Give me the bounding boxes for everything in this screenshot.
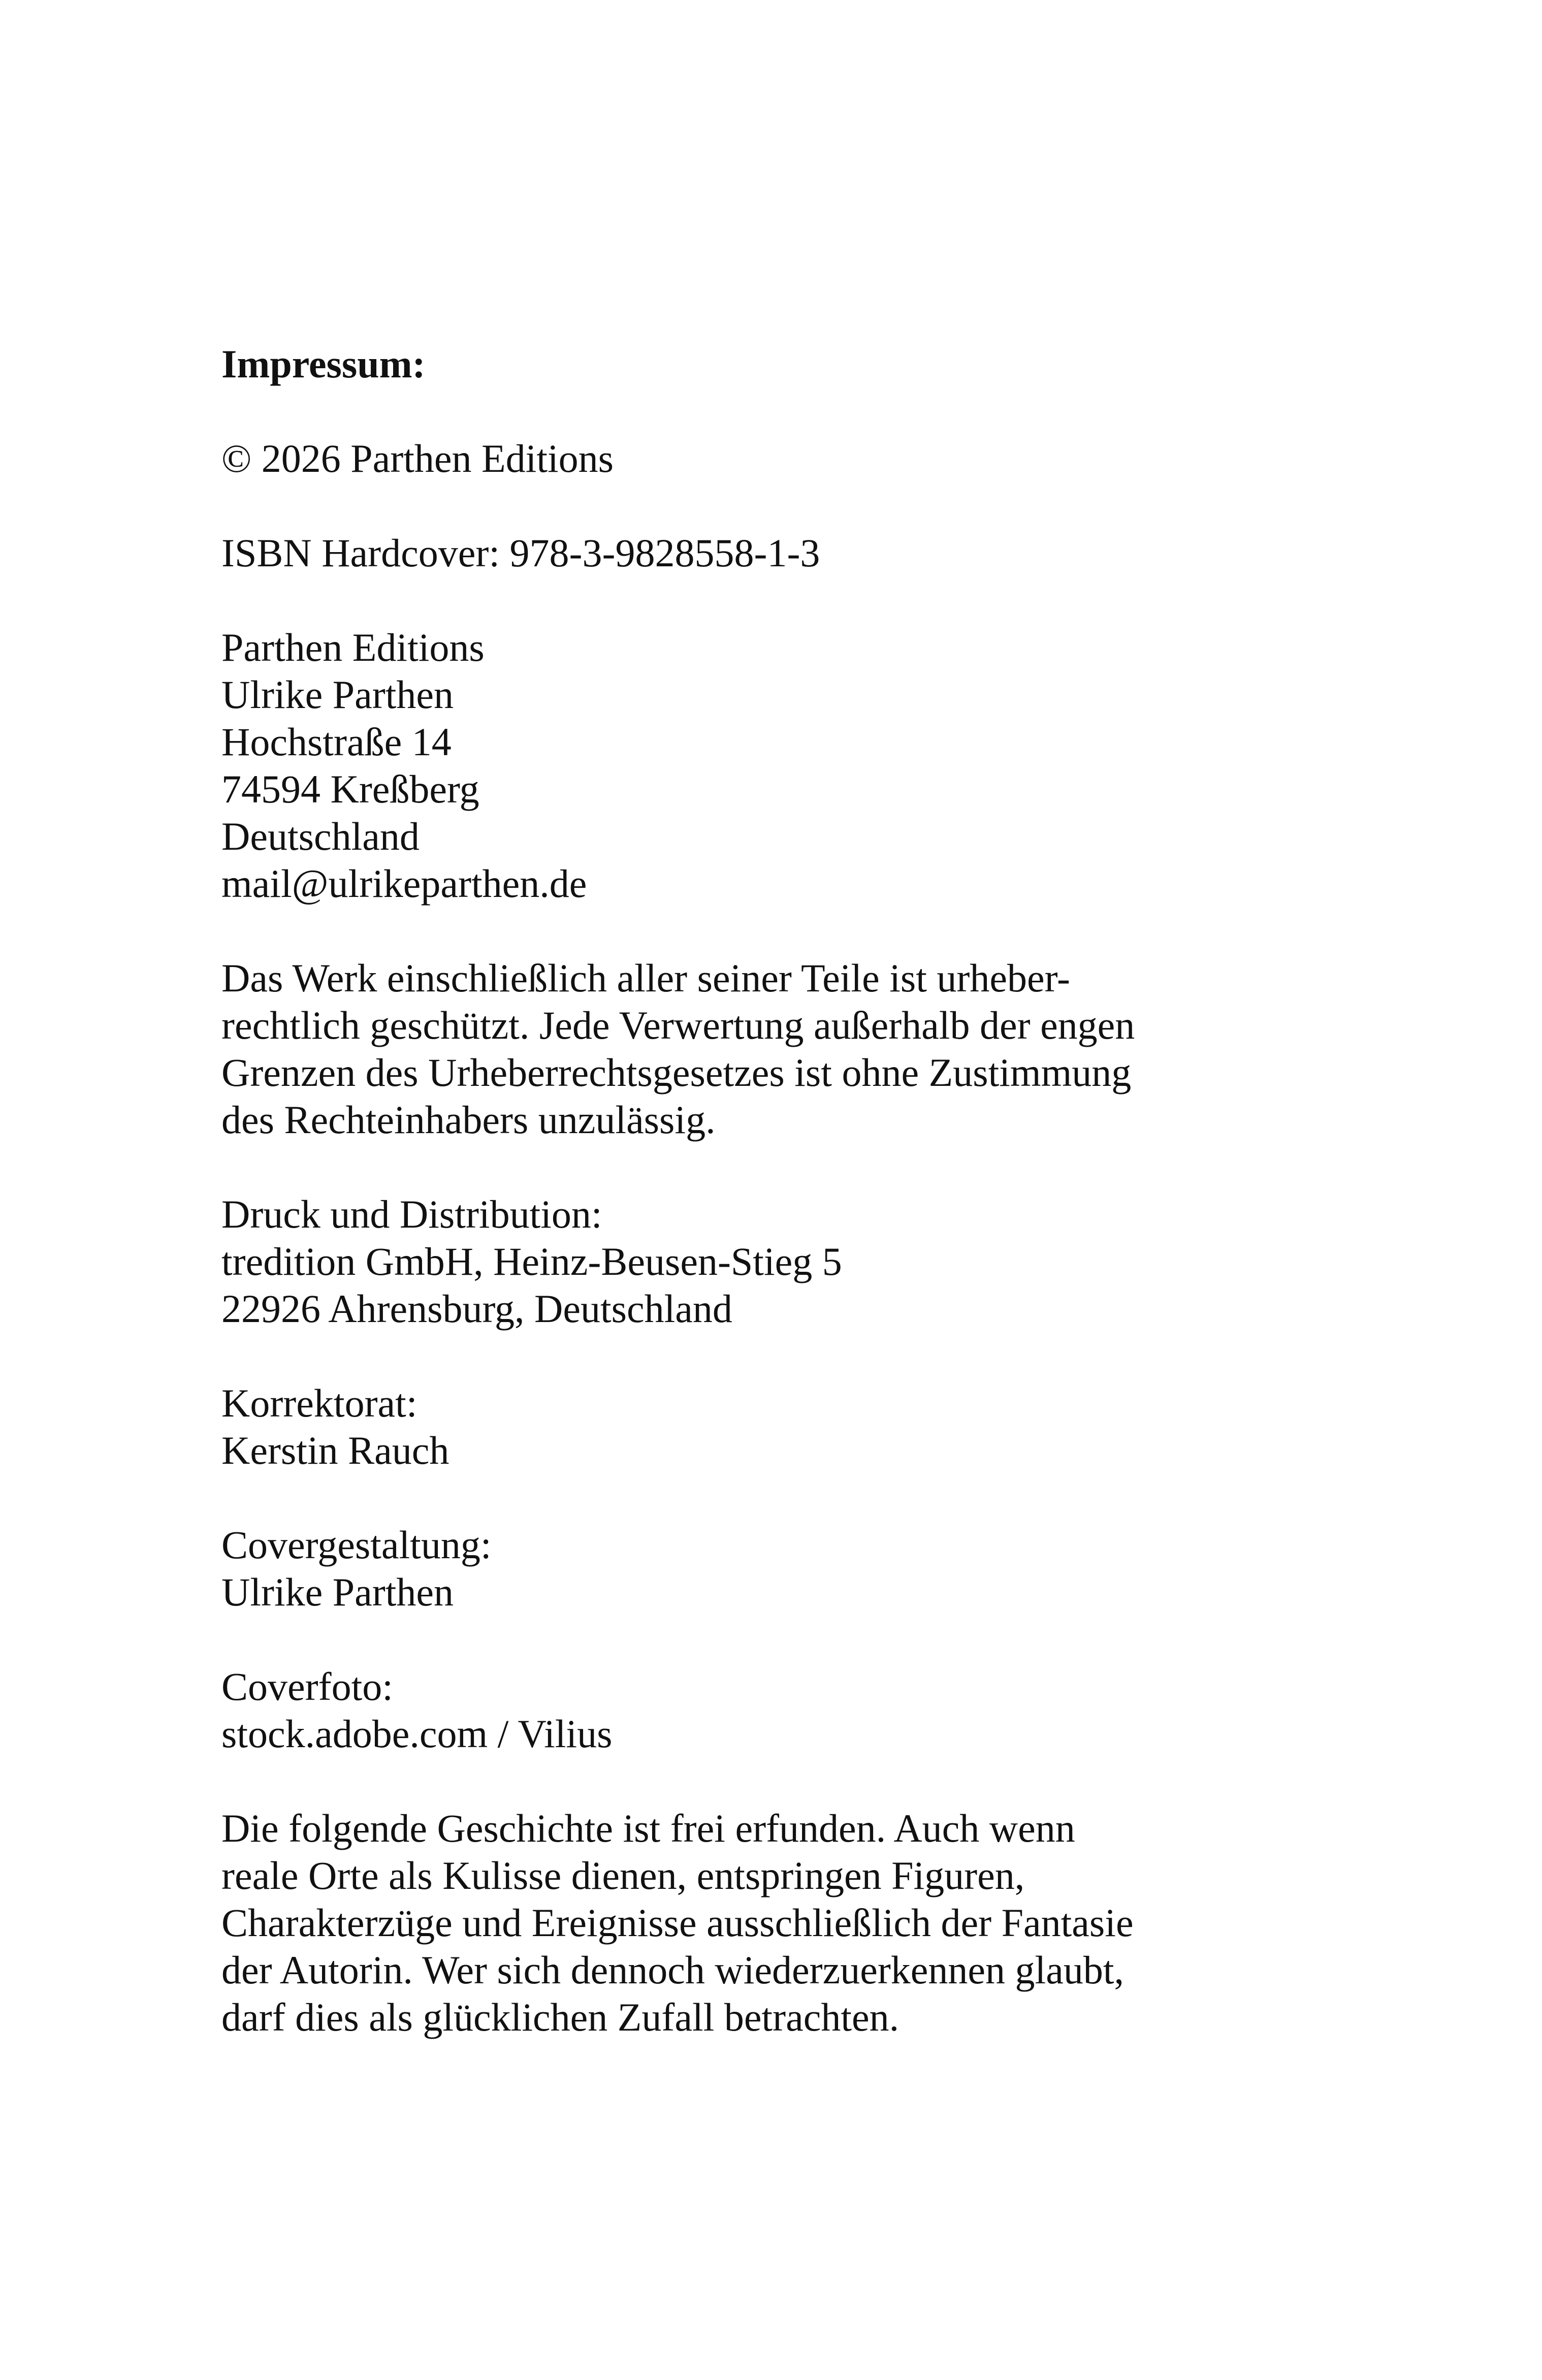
disclaimer-line: Charakterzüge und Ereignisse ausschließlich der Fantasie [221, 1901, 1134, 1945]
publisher-country: Deutschland [221, 814, 420, 858]
isbn-line: ISBN Hardcover: 978-3-9828558-1-3 [221, 531, 820, 575]
distribution-line: tredition GmbH, Heinz-Beusen-Stieg 5 [221, 1239, 842, 1283]
rights-line: des Rechteinhabers unzulässig. [221, 1098, 716, 1142]
distribution-label: Druck und Distribution: [221, 1192, 602, 1236]
disclaimer-line: der Autorin. Wer sich dennoch wiederzuerkennen glaubt, [221, 1948, 1125, 1992]
fiction-disclaimer [221, 1805, 1227, 2041]
cover-photo-section [221, 1663, 1227, 1757]
proofreading-section [221, 1379, 1227, 1474]
publisher-city: 74594 Kreßberg [221, 767, 479, 811]
publisher-street: Hochstraße 14 [221, 720, 452, 764]
cover-photo-value: stock.adobe.com / Vilius [221, 1712, 613, 1756]
copyright-line: © 2026 Parthen Editions [221, 436, 614, 480]
imprint-content [221, 340, 1227, 2088]
cover-design-value: Ulrike Parthen [221, 1570, 454, 1614]
proofreading-value: Kerstin Rauch [221, 1428, 449, 1472]
publisher-email: mail@ulrikeparthen.de [221, 861, 587, 906]
disclaimer-line: Die folgende Geschichte ist frei erfunden. Auch wenn [221, 1806, 1075, 1850]
publisher-name: Parthen Editions [221, 625, 485, 669]
publisher-address [221, 624, 1227, 907]
proofreading-label: Korrektorat: [221, 1381, 417, 1425]
imprint-heading: Impressum: [221, 342, 426, 386]
cover-photo-label: Coverfoto: [221, 1664, 393, 1709]
rights-line: Das Werk einschließlich aller seiner Teile ist urheber- [221, 956, 1071, 1000]
publisher-person: Ulrike Parthen [221, 672, 454, 717]
distribution-section [221, 1191, 1227, 1332]
disclaimer-line: reale Orte als Kulisse dienen, entspringen Figuren, [221, 1853, 1025, 1897]
rights-notice [221, 954, 1227, 1143]
cover-design-section [221, 1521, 1227, 1616]
disclaimer-line: darf dies als glücklichen Zufall betrachten. [221, 1995, 899, 2039]
cover-design-label: Covergestaltung: [221, 1523, 492, 1567]
distribution-line: 22926 Ahrensburg, Deutschland [221, 1287, 732, 1331]
rights-line: rechtlich geschützt. Jede Verwertung außerhalb der engen [221, 1003, 1135, 1047]
rights-line: Grenzen des Urheberrechtsgesetzes ist ohne Zustimmung [221, 1050, 1132, 1095]
